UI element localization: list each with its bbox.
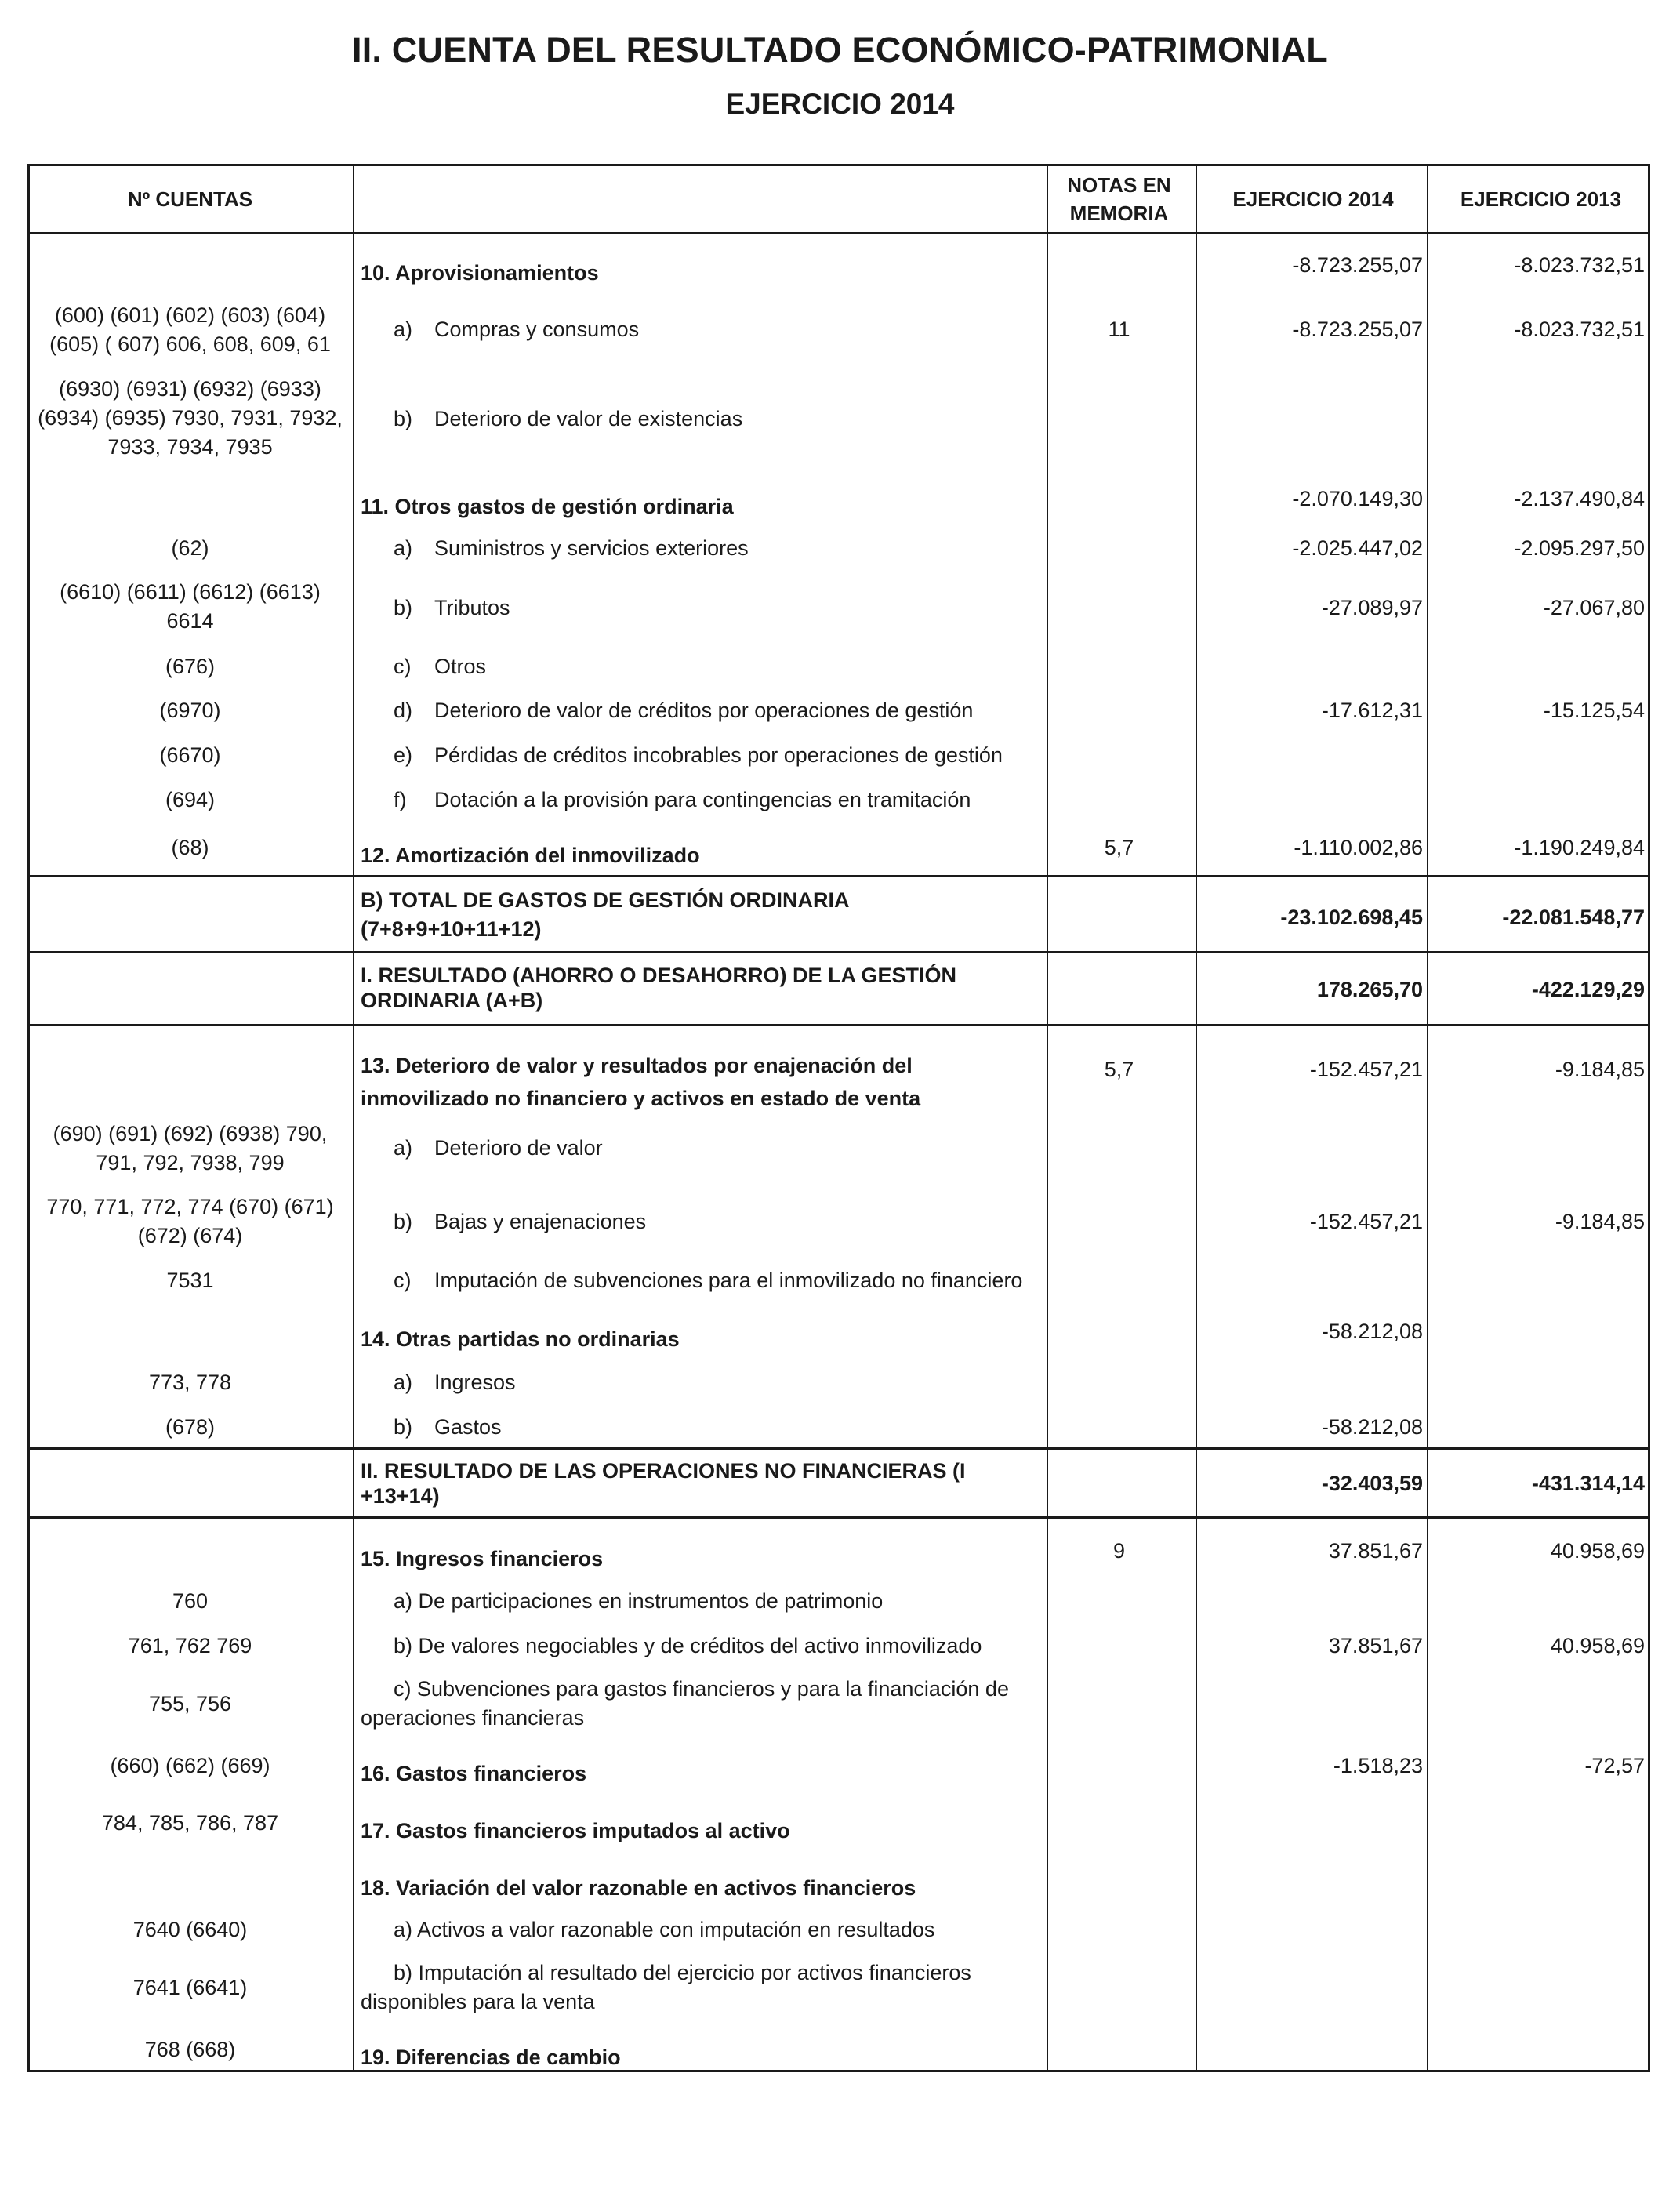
- total-b-2013: -22.081.548,77: [1502, 906, 1645, 929]
- row-14b-2014: -58.212,08: [1321, 1415, 1423, 1439]
- row-11e-label: [361, 741, 1043, 770]
- row-15-label: 15. Ingresos financieros: [361, 1547, 604, 1570]
- item-letter: b): [394, 1210, 413, 1233]
- row-11f-accounts: (694): [165, 788, 216, 811]
- label-line: (7+8+9+10+11+12): [361, 917, 542, 941]
- row-13c-label: [361, 1266, 1043, 1295]
- item-text: Compras y consumos: [434, 318, 640, 341]
- row-15b-2014: 37.851,67: [1328, 1634, 1423, 1657]
- column-divider: [353, 164, 354, 2072]
- row-11-label: 11. Otros gastos de gestión ordinaria: [361, 495, 734, 518]
- row-18a-accounts: 7640 (6640): [132, 1918, 248, 1941]
- row-11a-accounts: (62): [171, 536, 209, 560]
- label-line: II. RESULTADO DE LAS OPERACIONES NO FINANCIERAS (I: [361, 1459, 966, 1483]
- row-11b-accounts: [31, 578, 349, 636]
- row-divider: [27, 875, 1650, 877]
- label-line: I. RESULTADO (AHORRO O DESAHORRO) DE LA GESTIÓN: [361, 964, 957, 987]
- row-11b-2013: -27.067,80: [1543, 596, 1645, 619]
- row-15a-label: a) De participaciones en instrumentos de patrimonio: [394, 1589, 884, 1613]
- item-text: Deterioro de valor: [434, 1136, 603, 1160]
- row-18b-label: [361, 1959, 1043, 2017]
- row-11d-accounts: (6970): [159, 699, 221, 722]
- label-line: operaciones financieras: [361, 1706, 585, 1730]
- row-divider: [27, 1516, 1650, 1519]
- row-11-2013: -2.137.490,84: [1514, 487, 1645, 510]
- row-13b-2014: -152.457,21: [1309, 1210, 1423, 1233]
- row-10a-label: [361, 315, 1043, 344]
- item-text: Suministros y servicios exteriores: [434, 536, 749, 560]
- item-letter: a): [394, 1136, 413, 1160]
- row-10b-accounts: [31, 375, 349, 462]
- row-12-2014: -1.110.002,86: [1294, 836, 1423, 859]
- account-line: (672) (674): [137, 1224, 243, 1247]
- header-notas-line2: MEMORIA: [1069, 201, 1169, 225]
- row-11c-accounts: (676): [165, 655, 216, 678]
- row-15-2013: 40.958,69: [1550, 1539, 1645, 1563]
- account-line: (6610) (6611) (6612) (6613): [60, 580, 321, 604]
- row-11c-label: [361, 652, 1043, 681]
- row-18a-label: a) Activos a valor razonable con imputación en resultados: [394, 1918, 935, 1941]
- row-13a-accounts: [31, 1120, 349, 1178]
- row-13-2013: -9.184,85: [1555, 1058, 1645, 1081]
- row-11a-2014: -2.025.447,02: [1292, 536, 1423, 560]
- row-10b-label: [361, 405, 1043, 434]
- row-16-label: 16. Gastos financieros: [361, 1762, 587, 1785]
- account-line: 770, 771, 772, 774 (670) (671): [46, 1195, 334, 1218]
- label-line: 13. Deterioro de valor y resultados por enajenación del: [361, 1054, 913, 1077]
- account-line: (6934) (6935) 7930, 7931, 7932,: [38, 406, 343, 430]
- row-15c-label: [361, 1675, 1043, 1733]
- row-10-2014: -8.723.255,07: [1292, 253, 1423, 277]
- item-letter: b): [394, 596, 413, 619]
- row-17-accounts: 784, 785, 786, 787: [101, 1811, 279, 1835]
- header-notas: [1054, 171, 1184, 227]
- row-10a-2014: -8.723.255,07: [1292, 318, 1423, 341]
- row-10a-notas: 11: [1108, 318, 1130, 341]
- row-15c-accounts: 755, 756: [148, 1692, 232, 1715]
- label-line: inmovilizado no financiero y activos en estado de venta: [361, 1087, 921, 1110]
- row-10-2013: -8.023.732,51: [1514, 253, 1645, 277]
- row-13a-label: [361, 1134, 1043, 1163]
- resultado-ii-2013: -431.314,14: [1531, 1472, 1645, 1495]
- row-18b-accounts: 7641 (6641): [132, 1976, 248, 1999]
- row-divider: [27, 1024, 1650, 1026]
- row-13-notas: 5,7: [1104, 1058, 1134, 1081]
- row-13-label: [361, 1049, 1043, 1115]
- row-19-label: 19. Diferencias de cambio: [361, 2046, 621, 2069]
- row-13c-accounts: 7531: [166, 1269, 214, 1292]
- row-divider: [27, 951, 1650, 953]
- item-letter: c): [394, 655, 412, 678]
- item-text: Otros: [434, 655, 487, 678]
- row-13b-2013: -9.184,85: [1555, 1210, 1645, 1233]
- item-text: Deterioro de valor de créditos por operaciones de gestión: [434, 699, 974, 722]
- row-11-2014: -2.070.149,30: [1292, 487, 1423, 510]
- row-18-label: 18. Variación del valor razonable en activos financieros: [361, 1876, 916, 1900]
- row-12-label: 12. Amortización del inmovilizado: [361, 844, 700, 867]
- account-line: (6930) (6931) (6932) (6933): [59, 377, 321, 401]
- total-b-2014: -23.102.698,45: [1280, 906, 1423, 929]
- resultado-i-2013: -422.129,29: [1531, 978, 1645, 1001]
- row-14-label: 14. Otras partidas no ordinarias: [361, 1327, 680, 1351]
- row-15b-label: b) De valores negociables y de créditos del activo inmovilizado: [394, 1634, 982, 1657]
- item-letter: a): [394, 1370, 413, 1394]
- label-line: disponibles para la venta: [361, 1990, 595, 2013]
- row-12-2013: -1.190.249,84: [1514, 836, 1645, 859]
- account-line: 6614: [166, 609, 214, 633]
- item-letter: b): [394, 407, 413, 430]
- row-14b-label: [361, 1413, 1043, 1442]
- item-text: Gastos: [434, 1415, 502, 1439]
- header-ejercicio-2013: EJERCICIO 2013: [1460, 187, 1622, 211]
- row-11b-label: [361, 594, 1043, 623]
- row-11a-label: [361, 534, 1043, 563]
- row-11a-2013: -2.095.297,50: [1514, 536, 1645, 560]
- account-line: (605) ( 607) 606, 608, 609, 61: [49, 332, 331, 356]
- account-line: (690) (691) (692) (6938) 790,: [53, 1122, 328, 1145]
- item-letter: b): [394, 1415, 413, 1439]
- header-ejercicio-2014: EJERCICIO 2014: [1232, 187, 1394, 211]
- row-10a-2013: -8.023.732,51: [1514, 318, 1645, 341]
- item-text: Dotación a la provisión para contingencias en tramitación: [434, 788, 971, 811]
- row-19-accounts: 768 (668): [144, 2038, 236, 2061]
- row-10-label: 10. Aprovisionamientos: [361, 261, 599, 285]
- item-text: Bajas y enajenaciones: [434, 1210, 647, 1233]
- row-11d-2013: -15.125,54: [1543, 699, 1645, 722]
- row-12-notas: 5,7: [1104, 836, 1134, 859]
- row-15a-accounts: 760: [172, 1589, 209, 1613]
- item-text: Tributos: [434, 596, 510, 619]
- row-divider: [27, 232, 1650, 234]
- column-divider: [1427, 164, 1428, 2072]
- item-text: Deterioro de valor de existencias: [434, 407, 743, 430]
- column-divider: [1047, 164, 1048, 2072]
- header-cuentas: Nº CUENTAS: [127, 187, 253, 211]
- label-line: B) TOTAL DE GASTOS DE GESTIÓN ORDINARIA: [361, 888, 850, 912]
- row-14b-accounts: (678): [165, 1415, 216, 1439]
- row-15b-2013: 40.958,69: [1550, 1634, 1645, 1657]
- label-line: ORDINARIA (A+B): [361, 989, 543, 1012]
- row-14a-label: [361, 1368, 1043, 1397]
- page-title: II. CUENTA DEL RESULTADO ECONÓMICO-PATRIMONIAL: [352, 30, 1328, 70]
- column-divider: [1196, 164, 1197, 2072]
- item-letter: f): [394, 788, 407, 811]
- label-line: b) Imputación al resultado del ejercicio por activos financieros: [394, 1961, 971, 1984]
- item-text: Pérdidas de créditos incobrables por operaciones de gestión: [434, 743, 1003, 767]
- resultado-i-label: [361, 963, 1043, 1013]
- total-b-label: [361, 886, 1043, 944]
- row-13b-accounts: [31, 1193, 349, 1251]
- row-12-accounts: (68): [171, 836, 209, 859]
- row-13-2014: -152.457,21: [1309, 1058, 1423, 1081]
- resultado-ii-2014: -32.403,59: [1321, 1472, 1423, 1495]
- row-16-2013: -72,57: [1584, 1754, 1645, 1777]
- account-line: 7933, 7934, 7935: [107, 435, 273, 459]
- row-14-2014: -58.212,08: [1321, 1320, 1423, 1343]
- resultado-i-2014: 178.265,70: [1316, 978, 1423, 1001]
- row-16-2014: -1.518,23: [1333, 1754, 1423, 1777]
- page-subtitle: EJERCICIO 2014: [725, 88, 955, 120]
- item-letter: a): [394, 318, 413, 341]
- row-14a-accounts: 773, 778: [148, 1370, 232, 1394]
- item-letter: e): [394, 743, 413, 767]
- account-line: 791, 792, 7938, 799: [96, 1151, 285, 1174]
- row-11e-accounts: (6670): [159, 743, 221, 767]
- row-11f-label: [361, 786, 1043, 815]
- item-text: Ingresos: [434, 1370, 516, 1394]
- item-letter: a): [394, 536, 413, 560]
- row-15-notas: 9: [1112, 1539, 1126, 1563]
- label-line: +13+14): [361, 1484, 440, 1508]
- row-11d-label: [361, 696, 1043, 725]
- row-11b-2014: -27.089,97: [1321, 596, 1423, 619]
- row-13b-label: [361, 1207, 1043, 1236]
- account-line: (600) (601) (602) (603) (604): [54, 303, 326, 327]
- label-line: c) Subvenciones para gastos financieros y para la financiación de: [394, 1677, 1009, 1701]
- item-letter: d): [394, 699, 413, 722]
- row-11d-2014: -17.612,31: [1321, 699, 1423, 722]
- row-15-2014: 37.851,67: [1328, 1539, 1423, 1563]
- resultado-ii-label: [361, 1458, 1043, 1508]
- row-17-label: 17. Gastos financieros imputados al activo: [361, 1819, 790, 1842]
- row-16-accounts: (660) (662) (669): [110, 1754, 270, 1777]
- row-15b-accounts: 761, 762 769: [128, 1634, 252, 1657]
- row-10a-accounts: [31, 301, 349, 359]
- item-letter: c): [394, 1269, 412, 1292]
- item-text: Imputación de subvenciones para el inmovilizado no financiero: [434, 1269, 1023, 1292]
- row-divider: [27, 1447, 1650, 1450]
- header-notas-line1: NOTAS EN: [1067, 173, 1171, 197]
